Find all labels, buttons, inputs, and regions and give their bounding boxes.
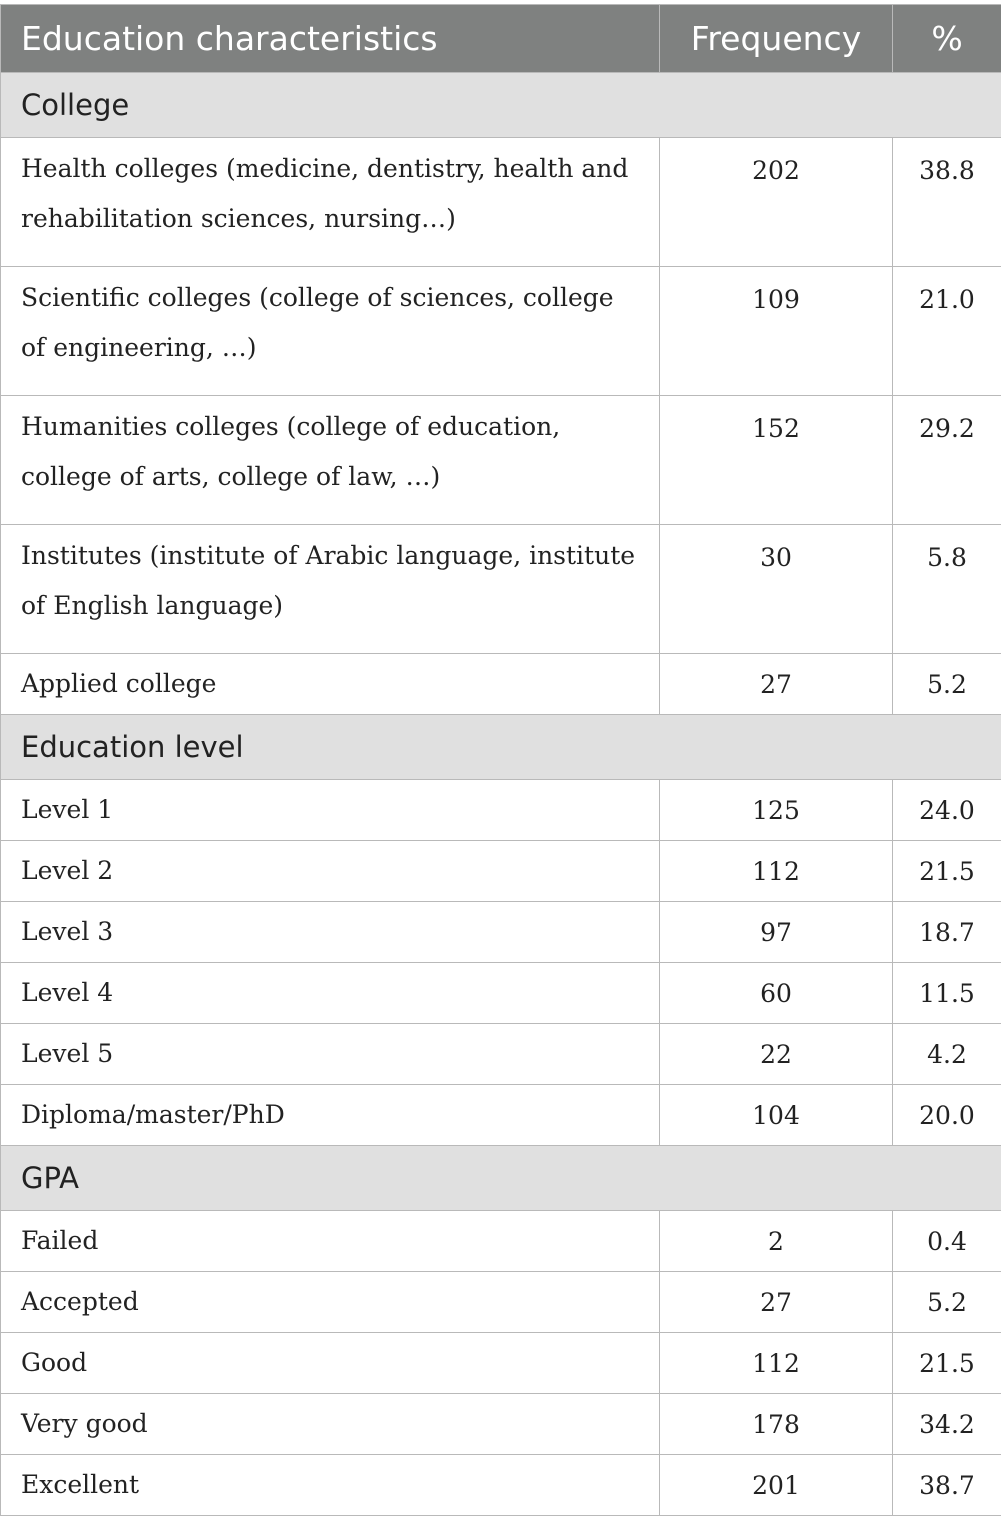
row-percent: 24.0 (893, 780, 1001, 841)
header-education-characteristics: Education characteristics (1, 5, 660, 73)
row-label: Accepted (1, 1272, 660, 1333)
row-percent: 38.7 (893, 1455, 1001, 1516)
row-frequency: 2 (660, 1211, 893, 1272)
table-row (1, 780, 1001, 841)
row-frequency: 112 (660, 1333, 893, 1394)
table-row (1, 396, 1001, 525)
row-frequency: 112 (660, 841, 893, 902)
row-percent: 38.8 (893, 138, 1001, 267)
row-percent: 5.2 (893, 1272, 1001, 1333)
row-frequency: 22 (660, 1024, 893, 1085)
section-row-education-level (1, 715, 1001, 780)
section-title: GPA (1, 1146, 1001, 1211)
row-label: Scientific colleges (college of sciences, college of engineering, …) (1, 267, 660, 396)
row-frequency: 27 (660, 1272, 893, 1333)
row-percent: 21.0 (893, 267, 1001, 396)
table-row (1, 1085, 1001, 1146)
table-row (1, 963, 1001, 1024)
row-label: Health colleges (medicine, dentistry, health and rehabilitation sciences, nursing…) (1, 138, 660, 267)
row-label: Very good (1, 1394, 660, 1455)
row-percent: 18.7 (893, 902, 1001, 963)
section-title: College (1, 73, 1001, 138)
row-frequency: 27 (660, 654, 893, 715)
table-row (1, 1211, 1001, 1272)
education-characteristics-table (0, 4, 1001, 1516)
row-percent: 21.5 (893, 841, 1001, 902)
row-percent: 34.2 (893, 1394, 1001, 1455)
row-percent: 20.0 (893, 1085, 1001, 1146)
row-label: Diploma/master/PhD (1, 1085, 660, 1146)
table-row (1, 525, 1001, 654)
row-label: Level 4 (1, 963, 660, 1024)
row-label: Level 5 (1, 1024, 660, 1085)
header-percent: % (893, 5, 1001, 73)
table-row (1, 1455, 1001, 1516)
row-label: Level 1 (1, 780, 660, 841)
section-row-gpa (1, 1146, 1001, 1211)
row-frequency: 125 (660, 780, 893, 841)
row-frequency: 202 (660, 138, 893, 267)
row-percent: 11.5 (893, 963, 1001, 1024)
row-percent: 29.2 (893, 396, 1001, 525)
section-row-college (1, 73, 1001, 138)
table-row (1, 841, 1001, 902)
table-row (1, 1333, 1001, 1394)
row-frequency: 30 (660, 525, 893, 654)
table-row (1, 1272, 1001, 1333)
row-percent: 4.2 (893, 1024, 1001, 1085)
row-label: Level 3 (1, 902, 660, 963)
table-row (1, 1394, 1001, 1455)
table-row (1, 902, 1001, 963)
row-frequency: 152 (660, 396, 893, 525)
table-header-row (1, 5, 1001, 73)
row-frequency: 104 (660, 1085, 893, 1146)
row-frequency: 109 (660, 267, 893, 396)
row-frequency: 97 (660, 902, 893, 963)
row-label: Excellent (1, 1455, 660, 1516)
row-label: Institutes (institute of Arabic language, institute of English language) (1, 525, 660, 654)
section-title: Education level (1, 715, 1001, 780)
row-percent: 5.8 (893, 525, 1001, 654)
row-label: Humanities colleges (college of education, college of arts, college of law, …) (1, 396, 660, 525)
row-label: Good (1, 1333, 660, 1394)
row-label: Level 2 (1, 841, 660, 902)
row-frequency: 60 (660, 963, 893, 1024)
row-percent: 0.4 (893, 1211, 1001, 1272)
table-row (1, 1024, 1001, 1085)
row-percent: 5.2 (893, 654, 1001, 715)
table-row (1, 654, 1001, 715)
row-label: Applied college (1, 654, 660, 715)
header-frequency: Frequency (660, 5, 893, 73)
row-frequency: 201 (660, 1455, 893, 1516)
row-percent: 21.5 (893, 1333, 1001, 1394)
row-frequency: 178 (660, 1394, 893, 1455)
table-row (1, 267, 1001, 396)
row-label: Failed (1, 1211, 660, 1272)
table-row (1, 138, 1001, 267)
